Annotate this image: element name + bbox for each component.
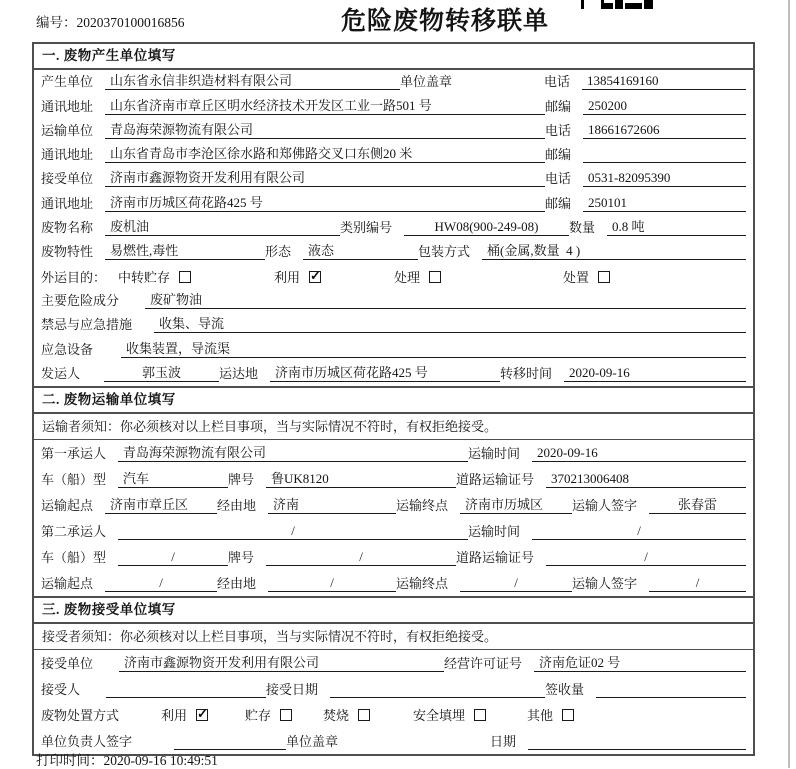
print-time — [36, 749, 218, 769]
form-row — [34, 289, 753, 313]
checkbox-empty-icon — [280, 709, 292, 721]
field-label: 运输起点 — [41, 497, 94, 513]
field-value — [174, 734, 286, 750]
field-value: 2020-09-16 — [564, 365, 746, 382]
field-value: 济南市鑫源物资开发利用有限公司 — [119, 652, 444, 672]
field-value: 汽车 — [118, 468, 228, 488]
field-label: 单位负责人签字 — [41, 733, 133, 749]
checkbox-label: 处置 — [563, 270, 590, 286]
checkbox-label: 利用 — [161, 708, 188, 724]
field-label: 数量 — [569, 220, 596, 236]
form-row — [34, 650, 753, 676]
section-title: 二. 废物运输单位填写 — [34, 388, 753, 414]
field-label: 邮编 — [545, 98, 572, 114]
checkbox-option — [413, 705, 527, 724]
field-label: 废物名称 — [41, 220, 94, 236]
form-row — [34, 143, 753, 167]
field-value — [330, 682, 545, 698]
field-label: 车（船）型 — [41, 471, 107, 487]
field-label: 废物处置方式 — [41, 708, 120, 724]
field-label: 发运人 — [41, 365, 81, 381]
checkbox-empty-icon — [358, 709, 370, 721]
field-value: 鲁UK8120 — [266, 468, 456, 488]
checkbox-option — [394, 267, 563, 286]
field-value: 废矿物油 — [145, 289, 746, 309]
field-value — [583, 147, 746, 163]
field-label: 形态 — [265, 244, 292, 260]
checkbox-option — [323, 705, 413, 724]
field-label: 邮编 — [545, 195, 572, 211]
field-value: 青岛海荣源物流有限公司 — [118, 442, 468, 462]
field-label: 签收量 — [545, 681, 585, 697]
checkbox-empty-icon — [179, 271, 191, 283]
form-row — [34, 191, 753, 215]
field-value: / — [460, 575, 572, 592]
checkbox-label: 安全填埋 — [413, 708, 466, 724]
field-label: 第一承运人 — [41, 445, 107, 461]
field-value: 济南市章丘区 — [105, 494, 217, 514]
notice-text: 接受者须知：你必须核对以上栏目事项，当与实际情况不符时，有权拒绝接受。 — [34, 624, 753, 650]
field-value: 山东省济南市章丘区明水经济技术开发区工业一路501 号 — [105, 95, 545, 115]
scan-page-edge — [788, 0, 790, 768]
form-section — [34, 596, 753, 754]
checkbox-label: 其他 — [527, 708, 554, 724]
form-section — [34, 386, 753, 596]
form-row — [34, 544, 753, 570]
field-value: 收集装置，导流渠 — [121, 338, 746, 358]
field-label: 道路运输证号 — [456, 471, 535, 487]
field-value: / — [118, 549, 228, 566]
field-value: 济南市历城区 — [460, 494, 572, 514]
page-title: 危险废物转移联单 — [340, 8, 549, 35]
field-label: 电话 — [545, 122, 572, 138]
field-label: 单位盖章 — [400, 74, 453, 90]
form-row — [34, 570, 753, 596]
form-serial-label: 编号： — [36, 15, 77, 30]
field-value: 0.8 吨 — [607, 216, 746, 236]
field-label: 通讯地址 — [41, 98, 94, 114]
field-value: 收集、导流 — [154, 313, 746, 333]
field-value: 青岛海荣源物流有限公司 — [105, 119, 545, 139]
field-label: 禁忌与应急措施 — [41, 317, 133, 333]
field-value: 250101 — [583, 195, 746, 212]
field-label: 运输时间 — [468, 523, 521, 539]
field-label: 接受单位 — [41, 655, 94, 671]
section-title: 一. 废物产生单位填写 — [34, 44, 753, 70]
form-row — [34, 466, 753, 492]
form-serial-value: 2020370100016856 — [76, 15, 185, 30]
field-value: 济南危证02 号 — [534, 652, 746, 672]
field-value: / — [266, 549, 456, 566]
field-label: 接受日期 — [266, 681, 319, 697]
field-value — [528, 734, 746, 750]
field-label: 通讯地址 — [41, 195, 94, 211]
qr-code-fragment — [581, 0, 653, 9]
field-label: 转移时间 — [500, 365, 553, 381]
checkbox-empty-icon — [562, 709, 574, 721]
field-label: 牌号 — [228, 549, 255, 565]
manifest-form — [32, 42, 755, 756]
print-time-value: 2020-09-16 10:49:51 — [103, 753, 218, 768]
field-value: 0531-82095390 — [583, 170, 746, 187]
field-value: 郭玉波 — [104, 362, 219, 382]
field-value: 济南 — [268, 494, 396, 514]
field-label: 电话 — [544, 74, 571, 90]
field-label: 第二承运人 — [41, 523, 107, 539]
field-value: / — [649, 575, 746, 592]
checkbox-option — [274, 267, 394, 286]
form-row — [34, 518, 753, 544]
section-title: 三. 废物接受单位填写 — [34, 598, 753, 624]
field-label: 接受人 — [41, 681, 81, 697]
checkbox-option — [563, 267, 746, 286]
field-label: 经由地 — [217, 497, 257, 513]
field-value: 山东省青岛市李沧区徐水路和郑佛路交叉口东侧20 米 — [105, 143, 545, 163]
field-value — [596, 682, 746, 698]
form-row — [34, 70, 753, 94]
field-value: 易燃性,毒性 — [105, 240, 265, 260]
field-value: 废机油 — [105, 216, 340, 236]
field-label: 经由地 — [217, 575, 257, 591]
field-label: 道路运输证号 — [456, 549, 535, 565]
field-label: 运输终点 — [396, 575, 449, 591]
field-value: 济南市历城区荷花路425 号 — [270, 362, 500, 382]
notice-text: 运输者须知：你必须核对以上栏目事项，当与实际情况不符时，有权拒绝接受。 — [34, 414, 753, 440]
field-label: 单位盖章 — [286, 733, 339, 749]
field-value: 桶(金属,数量 4 ) — [482, 240, 746, 260]
field-label: 包装方式 — [418, 244, 471, 260]
field-label: 运达地 — [219, 365, 259, 381]
form-row — [34, 492, 753, 518]
checkbox-label: 中转贮存 — [118, 270, 171, 286]
checkbox-label: 贮存 — [245, 708, 272, 724]
field-label: 接受单位 — [41, 171, 94, 187]
field-label: 外运目的： — [41, 270, 107, 286]
field-value: / — [105, 575, 217, 592]
form-row — [34, 264, 753, 288]
form-row — [34, 216, 753, 240]
field-label: 运输终点 — [396, 497, 449, 513]
field-label: 邮编 — [545, 147, 572, 163]
form-row — [34, 94, 753, 118]
field-value: 济南市历城区荷花路425 号 — [105, 192, 545, 212]
field-label: 经营许可证号 — [444, 655, 523, 671]
field-label: 应急设备 — [41, 341, 94, 357]
form-row — [34, 702, 753, 728]
form-row — [34, 313, 753, 337]
field-label: 电话 — [545, 171, 572, 187]
checkbox-label: 处理 — [394, 270, 421, 286]
field-value: HW08(900-249-08) — [404, 219, 569, 236]
field-label: 类别编号 — [340, 220, 393, 236]
field-label: 牌号 — [228, 471, 255, 487]
field-value: 济南市鑫源物资开发利用有限公司 — [105, 167, 545, 187]
field-label: 运输人签字 — [572, 497, 638, 513]
checkbox-empty-icon — [429, 271, 441, 283]
field-value: / — [118, 523, 468, 540]
field-value: 山东省永信非织造材料有限公司 — [105, 70, 400, 90]
checkbox-option — [245, 705, 323, 724]
form-row — [34, 440, 753, 466]
field-value: 18661672606 — [583, 122, 746, 139]
field-label: 运输单位 — [41, 122, 94, 138]
field-label: 主要危险成分 — [41, 292, 120, 308]
checkbox-checked-icon — [309, 271, 321, 283]
field-label: 运输起点 — [41, 575, 94, 591]
checkbox-option — [161, 705, 245, 724]
checkbox-empty-icon — [598, 271, 610, 283]
field-value: 2020-09-16 — [532, 445, 746, 462]
field-label: 日期 — [490, 733, 517, 749]
form-row — [34, 240, 753, 264]
checkbox-option — [527, 705, 746, 724]
field-label: 车（船）型 — [41, 549, 107, 565]
field-value: 张春雷 — [649, 494, 746, 514]
field-label: 产生单位 — [41, 74, 94, 90]
form-row — [34, 337, 753, 361]
form-row — [34, 167, 753, 191]
field-label: 废物特性 — [41, 244, 94, 260]
form-row — [34, 676, 753, 702]
field-value: / — [546, 549, 746, 566]
field-value: / — [268, 575, 396, 592]
print-time-label: 打印时间： — [36, 753, 104, 768]
checkbox-empty-icon — [474, 709, 486, 721]
field-label: 运输时间 — [468, 445, 521, 461]
field-label: 通讯地址 — [41, 147, 94, 163]
form-section — [34, 44, 753, 386]
field-value: 370213006408 — [546, 471, 746, 488]
field-value: 13854169160 — [582, 73, 746, 90]
field-value: 250200 — [583, 98, 746, 115]
form-row — [34, 362, 753, 386]
field-value: 液态 — [303, 240, 418, 260]
checkbox-label: 焚烧 — [323, 708, 350, 724]
checkbox-checked-icon — [196, 709, 208, 721]
field-value — [106, 682, 266, 698]
checkbox-option — [118, 267, 274, 286]
checkbox-label: 利用 — [274, 270, 301, 286]
form-row — [34, 119, 753, 143]
field-value: / — [532, 523, 746, 540]
field-label: 运输人签字 — [572, 575, 638, 591]
